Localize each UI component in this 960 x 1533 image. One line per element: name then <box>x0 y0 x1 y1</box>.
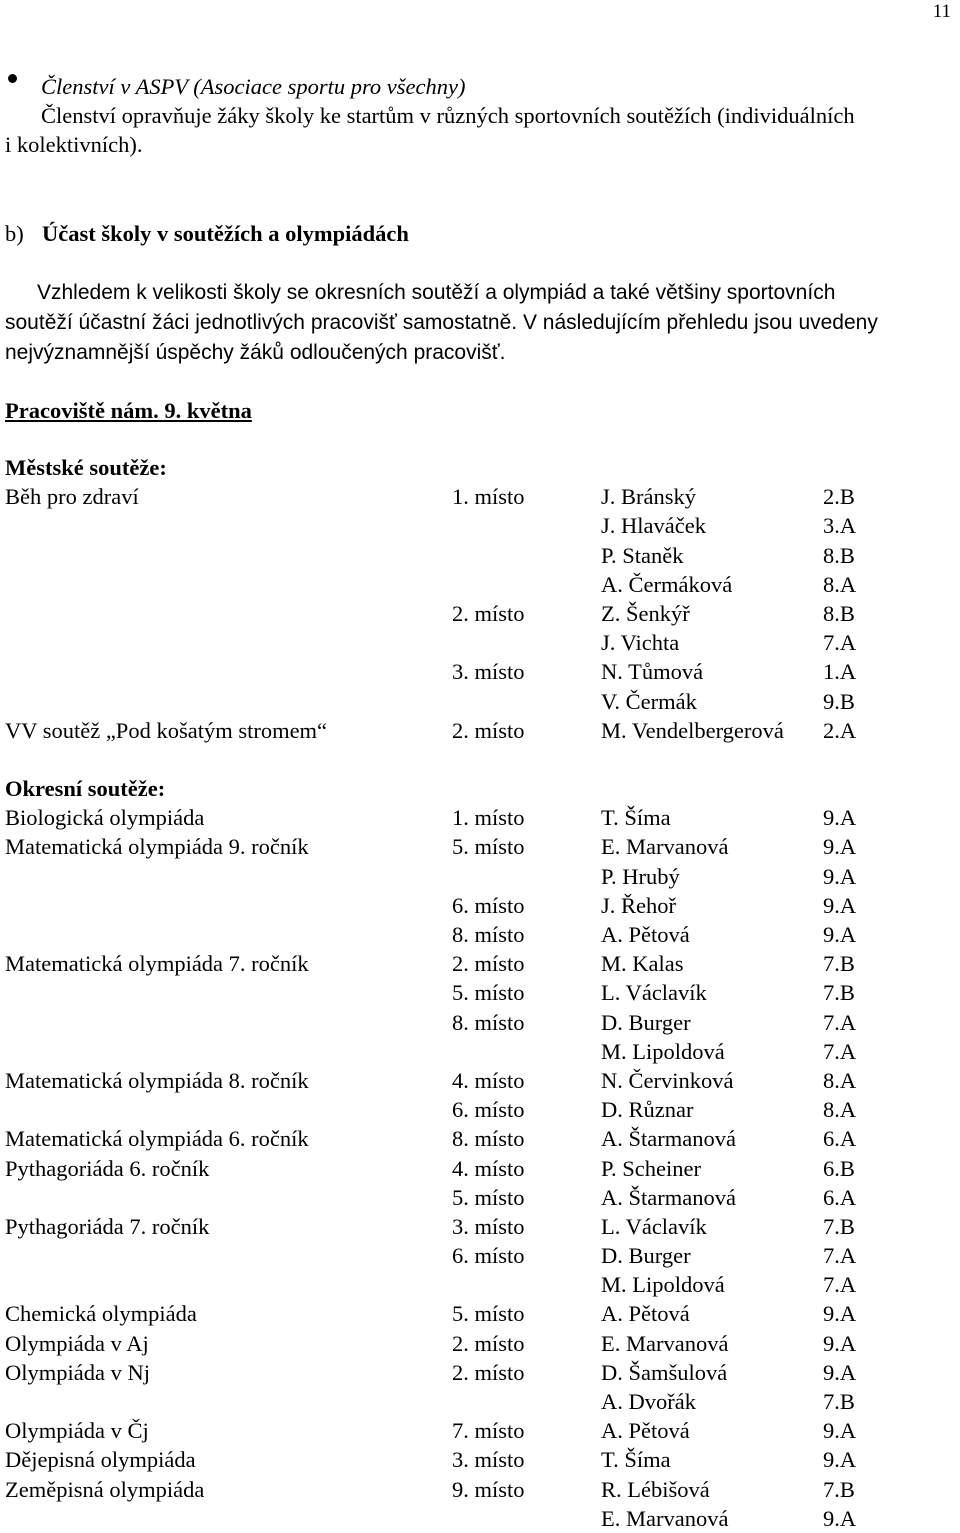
student-name-cell: Z. Šenkýř <box>601 600 690 626</box>
student-name-cell: P. Hrubý <box>601 863 680 889</box>
event-cell: Běh pro zdraví <box>5 484 139 510</box>
event-cell: Chemická olympiáda <box>5 1301 197 1327</box>
result-row <box>0 541 960 570</box>
result-row <box>0 832 960 861</box>
event-cell: Olympiáda v Aj <box>5 1330 149 1356</box>
class-cell: 2.B <box>823 484 855 510</box>
event-cell: Pythagoriáda 7. ročník <box>5 1213 210 1239</box>
place-cell: 2. místo <box>452 600 525 626</box>
result-row <box>0 1095 960 1124</box>
result-row <box>0 1387 960 1416</box>
place-cell: 7. místo <box>452 1418 525 1444</box>
competition-level-heading <box>0 453 960 482</box>
place-cell: 4. místo <box>452 1067 525 1093</box>
class-cell: 6.A <box>823 1126 857 1152</box>
class-cell: 8.A <box>823 571 857 597</box>
student-name-cell: L. Václavík <box>601 1213 707 1239</box>
class-cell: 2.A <box>823 717 857 743</box>
event-cell: VV soutěž „Pod košatým stromem“ <box>5 717 328 743</box>
result-row <box>0 1154 960 1183</box>
place-cell: 2. místo <box>452 951 525 977</box>
bullet-point <box>8 74 17 83</box>
class-cell: 3.A <box>823 513 857 539</box>
class-cell: 9.A <box>823 863 857 889</box>
student-name-cell: M. Lipoldová <box>601 1272 725 1298</box>
page-number: 11 <box>932 1 951 22</box>
student-name-cell: J. Bránský <box>601 484 696 510</box>
class-cell: 7.B <box>823 951 855 977</box>
place-cell: 3. místo <box>452 1447 525 1473</box>
bullet-text-line: Členství opravňuje žáky školy ke startům v různých sportovních soutěžích (individuálních <box>41 103 855 128</box>
student-name-cell: P. Staněk <box>601 542 684 568</box>
student-name-cell: J. Hlaváček <box>601 513 706 539</box>
event-cell: Dějepisná olympiáda <box>5 1447 196 1473</box>
student-name-cell: A. Čermáková <box>601 571 733 597</box>
place-cell: 5. místo <box>452 980 525 1006</box>
result-row <box>0 570 960 599</box>
student-name-cell: D. Burger <box>601 1009 691 1035</box>
place-cell: 4. místo <box>452 1155 525 1181</box>
result-row <box>0 1475 960 1504</box>
student-name-cell: E. Marvanová <box>601 1330 729 1356</box>
student-name-cell: T. Šíma <box>601 805 671 831</box>
result-row <box>0 1358 960 1387</box>
class-cell: 7.B <box>823 980 855 1006</box>
section-marker: b) <box>5 221 24 246</box>
result-row <box>0 1212 960 1241</box>
class-cell: 7.A <box>823 1038 857 1064</box>
result-row <box>0 1445 960 1474</box>
class-cell: 8.A <box>823 1067 857 1093</box>
student-name-cell: A. Štarmanová <box>601 1184 736 1210</box>
spacer-row <box>0 745 960 774</box>
student-name-cell: J. Vichta <box>601 630 680 656</box>
student-name-cell: A. Pětová <box>601 1418 690 1444</box>
result-row <box>0 628 960 657</box>
place-cell: 2. místo <box>452 1330 525 1356</box>
result-row <box>0 920 960 949</box>
result-row <box>0 803 960 832</box>
result-row <box>0 599 960 628</box>
result-row <box>0 1124 960 1153</box>
result-row <box>0 511 960 540</box>
student-name-cell: T. Šíma <box>601 1447 671 1473</box>
student-name-cell: N. Tůmová <box>601 659 704 685</box>
student-name-cell: M. Vendelbergerová <box>601 717 784 743</box>
place-cell: 8. místo <box>452 1009 525 1035</box>
intro-line: soutěží účastní žáci jednotlivých pracovišť samostatně. V následujícím přehledu jsou uvedeny <box>5 311 878 334</box>
student-name-cell: D. Šamšulová <box>601 1359 728 1385</box>
class-cell: 9.A <box>823 805 857 831</box>
class-cell: 9.A <box>823 892 857 918</box>
event-cell: Pythagoriáda 6. ročník <box>5 1155 210 1181</box>
result-row <box>0 657 960 686</box>
class-cell: 9.A <box>823 1330 857 1356</box>
bullet-title: Členství v ASPV (Asociace sportu pro všechny) <box>41 74 466 99</box>
result-row <box>0 687 960 716</box>
class-cell: 9.A <box>823 834 857 860</box>
place-cell: 6. místo <box>452 1097 525 1123</box>
place-cell: 5. místo <box>452 834 525 860</box>
class-cell: 9.A <box>823 1301 857 1327</box>
event-cell: Biologická olympiáda <box>5 805 205 831</box>
competition-level-heading <box>0 774 960 803</box>
student-name-cell: J. Řehoř <box>601 892 676 918</box>
event-cell: Matematická olympiáda 7. ročník <box>5 951 309 977</box>
result-row <box>0 1329 960 1358</box>
place-cell: 5. místo <box>452 1184 525 1210</box>
class-cell: 7.A <box>823 1272 857 1298</box>
place-cell: 9. místo <box>452 1476 525 1502</box>
result-row <box>0 1037 960 1066</box>
place-cell: 2. místo <box>452 717 525 743</box>
class-cell: 7.B <box>823 1476 855 1502</box>
student-name-cell: A. Pětová <box>601 922 690 947</box>
student-name-cell: R. Lébišová <box>601 1476 710 1502</box>
student-name-cell: P. Scheiner <box>601 1155 701 1181</box>
event-cell: Zeměpisná olympiáda <box>5 1476 205 1502</box>
class-cell: 9.A <box>823 1505 857 1531</box>
student-name-cell: A. Pětová <box>601 1301 690 1327</box>
workplace-heading: Pracoviště nám. 9. května <box>5 398 252 423</box>
event-cell: Olympiáda v Nj <box>5 1359 150 1385</box>
heading-text: Městské soutěže: <box>5 455 167 480</box>
class-cell: 9.A <box>823 1418 857 1444</box>
place-cell: 8. místo <box>452 1126 525 1152</box>
class-cell: 8.B <box>823 600 855 626</box>
student-name-cell: A. Štarmanová <box>601 1126 736 1152</box>
result-row <box>0 1183 960 1212</box>
section-title: Účast školy v soutěžích a olympiádách <box>42 221 409 246</box>
place-cell: 2. místo <box>452 1359 525 1385</box>
result-row <box>0 1416 960 1445</box>
class-cell: 1.A <box>823 659 857 685</box>
class-cell: 7.A <box>823 1009 857 1035</box>
class-cell: 6.B <box>823 1155 855 1181</box>
heading-text: Okresní soutěže: <box>5 776 166 802</box>
class-cell: 7.A <box>823 630 857 656</box>
class-cell: 8.B <box>823 542 855 568</box>
student-name-cell: M. Lipoldová <box>601 1038 725 1064</box>
result-row <box>0 716 960 745</box>
place-cell: 5. místo <box>452 1301 525 1327</box>
student-name-cell: A. Dvořák <box>601 1389 696 1414</box>
result-row <box>0 1299 960 1328</box>
class-cell: 9.A <box>823 922 857 947</box>
place-cell: 6. místo <box>452 1243 525 1269</box>
class-cell: 8.A <box>823 1097 857 1123</box>
result-row <box>0 1008 960 1037</box>
result-row <box>0 1270 960 1299</box>
student-name-cell: E. Marvanová <box>601 1505 729 1531</box>
result-row <box>0 1241 960 1270</box>
place-cell: 1. místo <box>452 805 525 831</box>
intro-line: Vzhledem k velikosti školy se okresních soutěží a olympiád a také většiny sportovních <box>37 281 836 304</box>
place-cell: 1. místo <box>452 484 525 510</box>
student-name-cell: N. Červinková <box>601 1067 734 1093</box>
student-name-cell: E. Marvanová <box>601 834 729 860</box>
results-list <box>0 453 960 1533</box>
intro-line: nejvýznamnější úspěchy žáků odloučených pracovišť. <box>5 341 506 364</box>
event-cell: Matematická olympiáda 9. ročník <box>5 834 309 860</box>
place-cell: 8. místo <box>452 922 525 947</box>
class-cell: 7.B <box>823 1389 855 1414</box>
bullet-text-line: i kolektivních). <box>5 132 143 157</box>
place-cell: 6. místo <box>452 892 525 918</box>
class-cell: 9.B <box>823 688 855 714</box>
result-row <box>0 1066 960 1095</box>
result-row <box>0 949 960 978</box>
class-cell: 7.B <box>823 1213 855 1239</box>
student-name-cell: V. Čermák <box>601 688 697 714</box>
student-name-cell: D. Různar <box>601 1097 694 1123</box>
event-cell: Matematická olympiáda 6. ročník <box>5 1126 309 1152</box>
place-cell: 3. místo <box>452 1213 525 1239</box>
result-row <box>0 862 960 891</box>
result-row <box>0 891 960 920</box>
class-cell: 7.A <box>823 1243 857 1269</box>
result-row <box>0 482 960 511</box>
class-cell: 9.A <box>823 1447 857 1473</box>
result-row <box>0 978 960 1007</box>
result-row <box>0 1504 960 1533</box>
class-cell: 9.A <box>823 1359 857 1385</box>
student-name-cell: D. Burger <box>601 1243 691 1269</box>
place-cell: 3. místo <box>452 659 525 685</box>
student-name-cell: L. Václavík <box>601 980 707 1006</box>
class-cell: 6.A <box>823 1184 857 1210</box>
event-cell: Olympiáda v Čj <box>5 1418 149 1444</box>
student-name-cell: M. Kalas <box>601 951 684 977</box>
event-cell: Matematická olympiáda 8. ročník <box>5 1067 309 1093</box>
